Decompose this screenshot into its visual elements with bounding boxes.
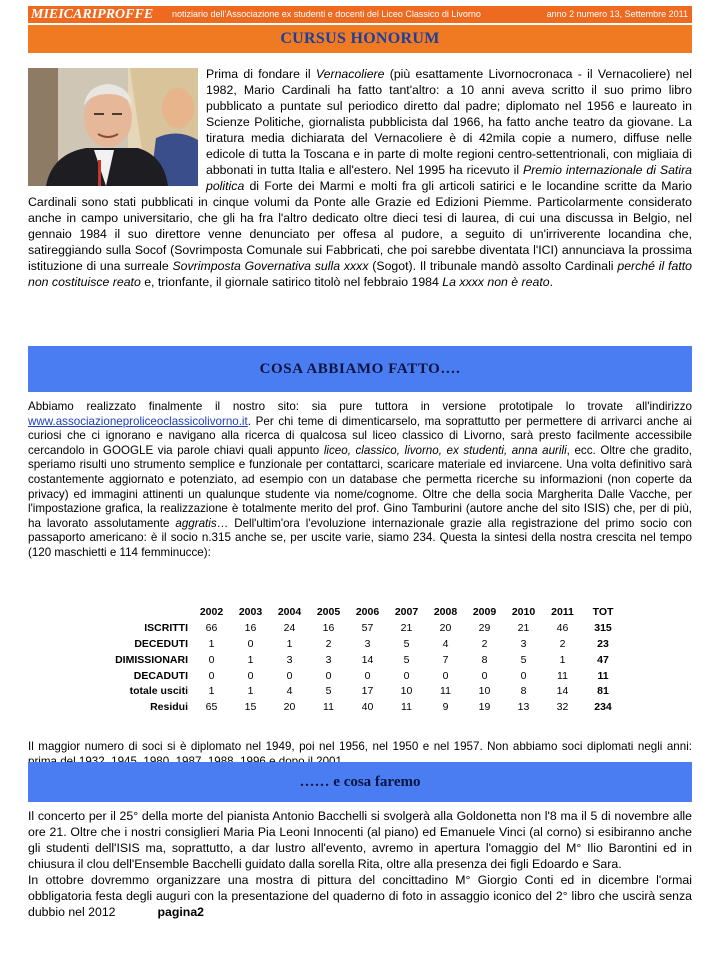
table-cell: 46	[556, 621, 569, 634]
table-cell: 0	[442, 669, 449, 682]
table-cell: 16	[244, 621, 257, 634]
table-row-label: Residui	[150, 701, 188, 714]
article-text: (Sogot). Il tribunale mandò assolto Cardinali	[368, 259, 618, 273]
table-cell: 47	[597, 653, 609, 666]
table-cell: 3	[325, 653, 332, 666]
table-cell: 1	[247, 653, 254, 666]
table-cell: 0	[325, 669, 332, 682]
table-cell: 0	[403, 669, 410, 682]
table-cell: 20	[283, 701, 296, 714]
article-emphasis: perché il fatto non costituisce reato	[28, 259, 692, 289]
table-cell: 20	[439, 621, 452, 634]
table-cell: 3	[364, 637, 371, 650]
table-cell: 8	[520, 685, 527, 698]
table-row	[96, 668, 624, 684]
table-cell: 19	[478, 701, 491, 714]
table-cell: 315	[594, 621, 612, 634]
table-cell: 57	[361, 621, 374, 634]
table-cell: 4	[286, 685, 293, 698]
article-text: Il concerto per il 25° della morte del pianista Antonio Bacchelli si svolgerà alla Goldonetta non l'8 ma il 5 di novembre alle ore 21. Oltre che i nostri consiglieri Maria Pia Leoni Innocenti (al piano) ed Emanuele Vinci (al corno) si esibiranno anche gli studenti dell'ISIS ma, soprattutto, a dar lustro all'evento, avremo in apertura l'omaggio del M° Ilio Barontini ed in chiusura il clou dell'Ensemble Bacchelli guidato dalla sorella Rita, oltre alla presenza dei figli Edoardo e Sara.	[28, 809, 692, 871]
cosa-faremo-article	[28, 808, 692, 920]
cosa-faremo-title: …… e cosa faremo	[299, 774, 421, 790]
table-cell: 24	[283, 621, 296, 634]
article-text: Prima di fondare il	[206, 67, 316, 81]
table-column-header: 2009	[472, 605, 497, 618]
table-cell: 234	[594, 701, 612, 714]
table-column-header: TOT	[592, 605, 614, 618]
article-emphasis: Sovrimposta Governativa sulla xxxx	[172, 259, 369, 273]
table-cell: 14	[556, 685, 569, 698]
table-row-label: DECEDUTI	[134, 637, 188, 650]
table-cell: 7	[442, 653, 449, 666]
table-cell: 1	[286, 637, 293, 650]
table-cell: 23	[597, 637, 609, 650]
article-text: e, trionfante, il giornale satirico titolò nel febbraio 1984	[140, 275, 443, 289]
table-column-header: 2005	[316, 605, 341, 618]
table-cell: 11	[401, 701, 412, 714]
table-column-header: 2004	[277, 605, 302, 618]
table-cell: 1	[559, 653, 566, 666]
table-cell: 0	[520, 669, 527, 682]
table-cell: 16	[322, 621, 335, 634]
cosa-abbiamo-fatto-article	[28, 400, 692, 561]
table-cell: 11	[597, 669, 609, 682]
table-cell: 11	[323, 701, 334, 714]
cursus-honorum-heading	[28, 25, 692, 53]
newsletter-subtitle: notiziario dell'Associazione ex studenti e docenti del Liceo Classico di Livorno	[172, 9, 481, 19]
cosa-abbiamo-fatto-title: COSA ABBIAMO FATTO….	[259, 361, 461, 377]
table-cell: 1	[208, 685, 215, 698]
table-column-header: 2003	[238, 605, 263, 618]
table-column-header: 2007	[394, 605, 419, 618]
table-cell: 2	[559, 637, 566, 650]
table-cell: 3	[286, 653, 293, 666]
article-text: , ecc. Oltre che gradito, speriamo risulti uno strumento semplice e funzionale per contattarci, scaricare materiale ed inviarcene. Una volta definitivo sarà costantemente aggiornato e potenziato, ad esempio con un database che permetta ricerche su informazioni (non coperte da privacy) ed immagini attinenti un qualunque studente via nome/cognome. Oltre che della socia Margherita Dalle Vacche, per l'impostazione grafica, la realizzazione è totalmente merito del prof. Gino Tamburini (autore anche del sito ISIS) che, per di più, ha lavorato assolutamente	[28, 443, 693, 530]
table-cell: 0	[481, 669, 488, 682]
table-cell: 32	[556, 701, 569, 714]
table-row	[96, 683, 624, 699]
article-emphasis: liceo, classico, livorno, ex studenti, anna aurili	[323, 443, 567, 457]
table-row-label: ISCRITTI	[144, 621, 188, 634]
table-cell: 5	[520, 653, 527, 666]
masthead	[28, 6, 692, 23]
membership-stats-table	[96, 604, 624, 715]
table-header-row	[96, 604, 624, 620]
photo-spacer	[28, 66, 206, 190]
table-cell: 5	[325, 685, 332, 698]
table-cell: 0	[247, 637, 254, 650]
page-number: pagina2	[157, 905, 204, 919]
cursus-honorum-title: CURSUS HONORUM	[280, 30, 440, 47]
table-cell: 65	[205, 701, 218, 714]
table-cell: 13	[517, 701, 530, 714]
table-corner	[96, 604, 192, 620]
issue-info: anno 2 numero 13, Settembre 2011	[546, 9, 688, 19]
table-cell: 66	[205, 621, 218, 634]
table-cell: 1	[247, 685, 254, 698]
table-row-label: totale usciti	[129, 685, 188, 698]
article-text: di Forte dei Marmi e molti fra gli articoli satirici e le locandine scritte da Mario Cardinali sono stati pubblicati in cinque volumi da Ponte alle Grazie ed Edizioni Piemme. Particolarmente considerato anche in campo universitario, che gli ha fra l'altro dedicato oltre dieci tesi di laurea, di cui una discussa in Belgio, nel gennaio 1984 il suo direttore venne denunciato per offesa al pudore, a seguito di un'irriverente locandina che, satireggiando sulla Socof (Sovrimposta Comunale sui Fabbricati, che poi sarebbe diventata l'ICI) annunciava la prossima istituzione di una surreale	[28, 179, 692, 273]
website-link[interactable]: www.associazioneproliceoclassicolivorno.it	[28, 414, 248, 428]
table-cell: 0	[208, 669, 215, 682]
table-row-label: DIMISSIONARI	[115, 653, 188, 666]
table-column-header: 2010	[511, 605, 536, 618]
article-text: .	[549, 275, 554, 289]
article-emphasis: La xxxx non è reato	[442, 275, 550, 289]
table-cell: 0	[247, 669, 254, 682]
table-cell: 0	[364, 669, 371, 682]
table-cell: 40	[361, 701, 374, 714]
table-cell: 2	[325, 637, 332, 650]
table-cell: 11	[440, 685, 451, 698]
article-text: … Dell'ultim'ora l'evoluzione internazionale grazie alla registrazione del primo socio con passaporto americano: è il socio n.315 anche se, per uscite varie, siamo 234. Questa la sintesi della nostra crescita nel tempo (120 maschietti e 114 femminucce):	[28, 516, 692, 559]
table-cell: 29	[478, 621, 491, 634]
newsletter-brand: MIEICARIPROFFE	[31, 7, 154, 22]
table-cell: 5	[403, 637, 410, 650]
table-cell: 8	[481, 653, 488, 666]
table-cell: 0	[286, 669, 293, 682]
table-column-header: 2008	[433, 605, 458, 618]
article-text: Abbiamo realizzato finalmente il nostro sito: sia pure tuttora in versione prototipale lo trovate all'indirizzo	[28, 400, 692, 413]
table-cell: 17	[361, 685, 374, 698]
table-cell: 4	[442, 637, 449, 650]
table-cell: 81	[597, 685, 609, 698]
cosa-faremo-heading	[28, 762, 692, 802]
article-text: . Per chi teme di dimenticarselo, ma soprattutto per permettere di arrivarci anche ai curiosi che ci ignorano e navigano alla ricerca di qualcosa sul liceo classico di Livorno, sarà presto facilmente accessibile cercandolo in GOOGLE via parole chiavi quali appunto	[28, 414, 692, 457]
article-text: (più esattamente Livornocronaca - il Vernacoliere) nel 1982, Mario Cardinali ha fatto tant'altro: a 10 anni aveva scritto il suo primo libro pubblicato a puntate sul periodico diretto dal padre; diplomato nel 1956 e laureato in Scienze Politiche, giornalista pubblicista dal 1966, ha fatto anche teatro da giovane. La tiratura media dichiarata del Vernacoliere è di 42mila copie a numero, diffuse nelle edicole di tutta la Toscana e in parte di molte regioni centro-settentrionali, con migliaia di abbonati in tutta Italia e all'estero. Nel 1995 ha ricevuto il	[206, 67, 692, 177]
table-column-header: 2011	[551, 605, 574, 618]
cosa-abbiamo-fatto-heading	[28, 346, 692, 392]
table-cell: 5	[403, 653, 410, 666]
article-text: In ottobre dovremmo organizzare una mostra di pittura del concittadino M° Giorgio Conti ed in dicembre l'ormai obbligatoria festa degli auguri con la presentazione del quaderno di foto in assaggio iconico del 2° libro che uscirà senza dubbio nel 2012	[28, 873, 692, 919]
table-cell: 14	[361, 653, 374, 666]
table-cell: 3	[520, 637, 527, 650]
table-column-header: 2006	[355, 605, 380, 618]
article-emphasis: Premio internazionale di Satira politica	[206, 163, 693, 193]
table-row	[96, 620, 624, 636]
table-cell: 10	[478, 685, 491, 698]
table-cell: 21	[517, 621, 530, 634]
table-row	[96, 652, 624, 668]
cursus-honorum-article	[28, 66, 692, 290]
table-cell: 0	[208, 653, 215, 666]
article-emphasis: aggratis	[175, 516, 217, 530]
table-row	[96, 699, 624, 715]
table-cell: 15	[244, 701, 257, 714]
table-row-label: DECADUTI	[133, 669, 188, 682]
table-cell: 2	[481, 637, 488, 650]
graduation-years-note: Il maggior numero di soci si è diplomato nel 1949, poi nel 1956, nel 1950 e nel 1957. Non abbiamo soci diplomati negli anni:	[28, 740, 692, 753]
table-cell: 1	[208, 637, 215, 650]
table-cell: 10	[400, 685, 413, 698]
table-column-header: 2002	[199, 605, 224, 618]
table-cell: 11	[557, 669, 568, 682]
table-cell: 9	[442, 701, 449, 714]
table-cell: 21	[400, 621, 413, 634]
table-row	[96, 636, 624, 652]
article-emphasis: Vernacoliere	[315, 67, 385, 81]
